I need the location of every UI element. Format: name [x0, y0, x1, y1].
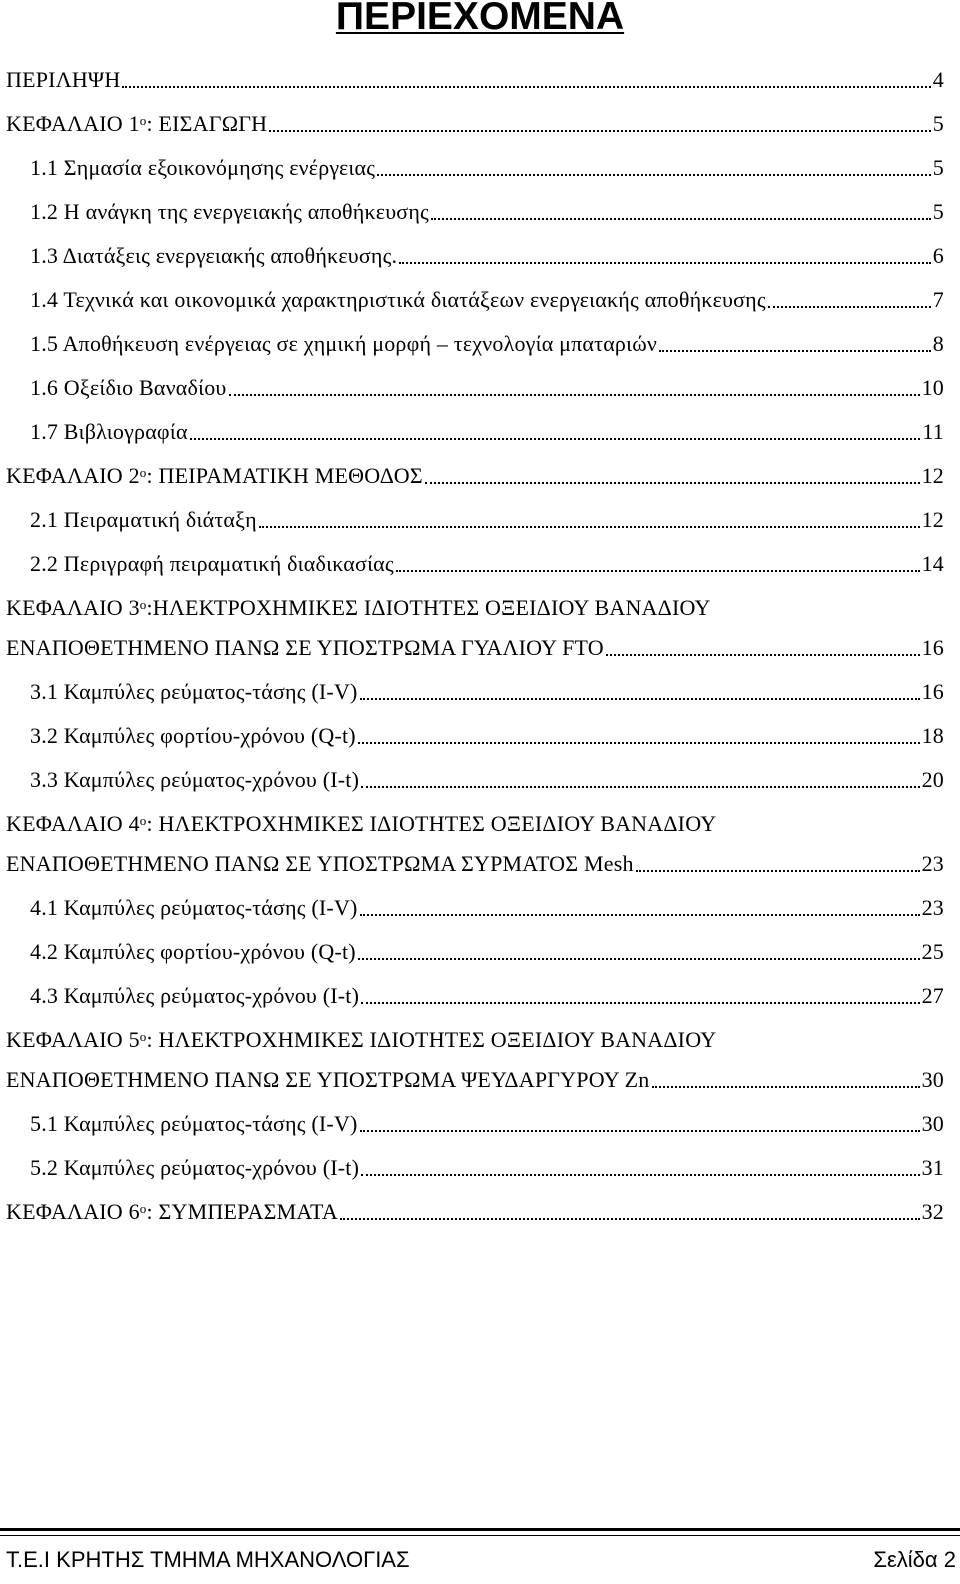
toc-entry-text: ΚΕΦΑΛΑΙΟ $1^o$: ΕΙΣΑΓΩΓΗ [6, 111, 268, 136]
toc-entry-text: ΚΕΦΑΛΑΙΟ $2^o$: ΠΕΙΡΑΜΑΤΙΚΗ ΜΕΘΟΔΟΣ [6, 463, 423, 488]
dot-leader [361, 786, 919, 788]
dot-leader [431, 218, 931, 220]
toc-page-number: 10 [921, 375, 944, 400]
toc-entry-text: 1.3 Διατάξεις ενεργειακής αποθήκευσης. [30, 243, 398, 268]
toc-page-number: 16 [921, 635, 944, 660]
toc-entry-text: 3.2 Καμπύλες φορτίου-χρόνου (Q-t) [30, 723, 356, 748]
toc-page-number: 16 [921, 679, 944, 704]
toc-entry-chapter-2[interactable] [0, 462, 960, 490]
toc-entry-text: 1.7 Βιβλιογραφία [30, 419, 188, 444]
toc-entry-3-1[interactable] [0, 678, 960, 706]
toc-entry-text-line-1: ΚΕΦΑΛΑΙΟ $3^o:H\Lambda EKTPOXHMIKE\Sigma$ ΙΔΙΟΤΗΤΕΣ ΟΞΕΙΔΙΟΥ ΒΑΝΑΔΙΟΥ [6, 595, 711, 620]
toc-entry-1-6[interactable] [0, 374, 960, 402]
toc-page-number: 14 [921, 551, 944, 576]
dot-leader [340, 1218, 920, 1220]
page-title: ΠΕΡΙΕΧΟΜΕΝΑ [335, 0, 625, 38]
toc-page-number: 5 [932, 199, 944, 224]
toc-entry-chapter-3[interactable] [0, 594, 960, 662]
toc-entry-chapter-4[interactable] [0, 810, 960, 878]
toc-page-number: 20 [921, 767, 944, 792]
dot-leader [636, 870, 920, 872]
footer-page-number: Σελίδα 2 [873, 1547, 956, 1572]
toc-entry-chapter-5[interactable] [0, 1026, 960, 1094]
toc-entry-4-1[interactable] [0, 894, 960, 922]
toc-page-number: 27 [921, 983, 944, 1008]
toc-page-number: 5 [932, 111, 944, 136]
dot-leader [425, 482, 920, 484]
toc-entry-text: 5.2 Καμπύλες ρεύματος-χρόνου (I-t) [30, 1155, 360, 1180]
toc-page-number: 12 [921, 507, 944, 532]
toc-entry-2-2[interactable] [0, 550, 960, 578]
page-footer [0, 1540, 960, 1580]
dot-leader [122, 86, 930, 88]
footer-rule-thin [0, 1535, 960, 1536]
dot-leader [259, 526, 920, 528]
dot-leader [360, 914, 920, 916]
toc-entry-line-2 [0, 1066, 960, 1094]
dot-leader [606, 654, 920, 656]
toc-page-number: 23 [921, 851, 944, 876]
toc-entry-text: 1.4 Τεχνικά και οικονομικά χαρακτηριστικά διατάξεων ενεργειακής αποθήκευσης [30, 287, 766, 312]
toc-entry-5-2[interactable] [0, 1154, 960, 1182]
dot-leader [360, 698, 920, 700]
toc-entry-line-2 [0, 634, 960, 662]
toc-entry-text: 1.1 Σημασία εξοικονόμησης ενέργειας [30, 155, 376, 180]
toc-entry-4-3[interactable] [0, 982, 960, 1010]
toc-page-number: 4 [932, 67, 944, 92]
toc-entry-3-2[interactable] [0, 722, 960, 750]
toc-page-number: 8 [932, 331, 944, 356]
toc-page-number: 18 [921, 723, 944, 748]
toc-entry-text: 2.1 Πειραματική διάταξη [30, 507, 257, 532]
toc-entry-chapter-1[interactable] [0, 110, 960, 138]
toc-entry-text: 4.2 Καμπύλες φορτίου-χρόνου (Q-t) [30, 939, 356, 964]
toc-entry-1-3[interactable] [0, 242, 960, 270]
dot-leader [269, 130, 931, 132]
toc-entry-1-5[interactable] [0, 330, 960, 358]
toc-page-number: 11 [922, 419, 944, 444]
toc-entry-text: 4.1 Καμπύλες ρεύματος-τάσης (I-V) [30, 895, 358, 920]
toc-entry-text: 5.1 Καμπύλες ρεύματος-τάσης (I-V) [30, 1111, 358, 1136]
toc-entry-3-3[interactable] [0, 766, 960, 794]
footer-institution: Τ.Ε.Ι ΚΡΗΤΗΣ ΤΜΗΜΑ ΜΗΧΑΝΟΛΟΓΙΑΣ [6, 1547, 410, 1572]
toc-entry-text: ΕΝΑΠΟΘΕΤΗΜΕΝΟ ΠΑΝΩ ΣΕ ΥΠΟΣΤΡΩΜΑ ΣΥΡΜΑΤΟΣ Mesh [6, 851, 634, 876]
toc-page-number: 7 [932, 287, 944, 312]
toc-page-number: 6 [932, 243, 944, 268]
dot-leader [659, 350, 931, 352]
toc-page-number: 32 [921, 1199, 944, 1224]
dot-leader [361, 1174, 919, 1176]
toc-entry-line-2 [0, 850, 960, 878]
toc-entry-text: 3.3 Καμπύλες ρεύματος-χρόνου (I-t) [30, 767, 360, 792]
toc-page-number: 31 [921, 1155, 944, 1180]
toc-page-number: 30 [921, 1111, 944, 1136]
toc-entry-text: 1.5 Αποθήκευση ενέργειας σε χημική μορφή – τεχνολογία μπαταριών [30, 331, 658, 356]
toc-page-number: 25 [921, 939, 944, 964]
dot-leader [361, 1002, 919, 1004]
toc-entry-text: ΠΕΡΙΛΗΨΗ [6, 67, 121, 92]
toc-entry-1-1[interactable] [0, 154, 960, 182]
toc-entry-text-line-1: ΚΕΦΑΛΑΙΟ $4^o$: ΗΛΕΚΤΡΟΧΗΜΙΚΕΣ ΙΔΙΟΤΗΤΕΣ ΟΞΕΙΔΙΟΥ ΒΑΝΑΔΙΟΥ [6, 811, 717, 836]
dot-leader [360, 1130, 920, 1132]
toc-page-number: 30 [921, 1067, 944, 1092]
dot-leader [396, 570, 920, 572]
toc-entry-text: ΕΝΑΠΟΘΕΤΗΜΕΝΟ ΠΑΝΩ ΣΕ ΥΠΟΣΤΡΩΜΑ ΓΥΑΛΙΟΥ FTO [6, 635, 604, 660]
toc-entry-2-1[interactable] [0, 506, 960, 534]
dot-leader [229, 394, 920, 396]
toc-entry-text: 2.2 Περιγραφή πειραματική διαδικασίας [30, 551, 394, 576]
toc-entry-1-7[interactable] [0, 418, 960, 446]
dot-leader [399, 262, 931, 264]
toc-entry-chapter-6[interactable] [0, 1198, 960, 1226]
toc-entry-1-4[interactable] [0, 286, 960, 314]
toc-entry-text: 1.6 Οξείδιο Βαναδίου [30, 375, 227, 400]
toc-entry-text: 4.3 Καμπύλες ρεύματος-χρόνου (I-t) [30, 983, 360, 1008]
dot-leader [358, 958, 920, 960]
toc-page-number: 5 [932, 155, 944, 180]
toc-entry-text: ΕΝΑΠΟΘΕΤΗΜΕΝΟ ΠΑΝΩ ΣΕ ΥΠΟΣΤΡΩΜΑ ΨΕΥΔΑΡΓΥΡΟΥ Zn [6, 1067, 650, 1092]
dot-leader [377, 174, 931, 176]
dot-leader [358, 742, 920, 744]
toc-entry-5-1[interactable] [0, 1110, 960, 1138]
toc-entry-4-2[interactable] [0, 938, 960, 966]
toc-entry-1-2[interactable] [0, 198, 960, 226]
table-of-contents [0, 58, 960, 1226]
toc-entry-summary[interactable] [0, 66, 960, 94]
toc-page-number: 23 [921, 895, 944, 920]
toc-entry-text: 1.2 Η ανάγκη της ενεργειακής αποθήκευσης [30, 199, 429, 224]
toc-entry-text: 3.1 Καμπύλες ρεύματος-τάσης (I-V) [30, 679, 358, 704]
dot-leader [190, 438, 921, 440]
toc-page-number: 12 [921, 463, 944, 488]
toc-entry-text: ΚΕΦΑΛΑΙΟ $6^o$: ΣΥΜΠΕΡΑΣΜΑΤΑ [6, 1199, 339, 1224]
footer-rule [0, 1528, 960, 1531]
dot-leader [768, 306, 931, 308]
dot-leader [652, 1086, 920, 1088]
toc-entry-text-line-1: ΚΕΦΑΛΑΙΟ $5^o$: ΗΛΕΚΤΡΟΧΗΜΙΚΕΣ ΙΔΙΟΤΗΤΕΣ ΟΞΕΙΔΙΟΥ ΒΑΝΑΔΙΟΥ [6, 1027, 717, 1052]
